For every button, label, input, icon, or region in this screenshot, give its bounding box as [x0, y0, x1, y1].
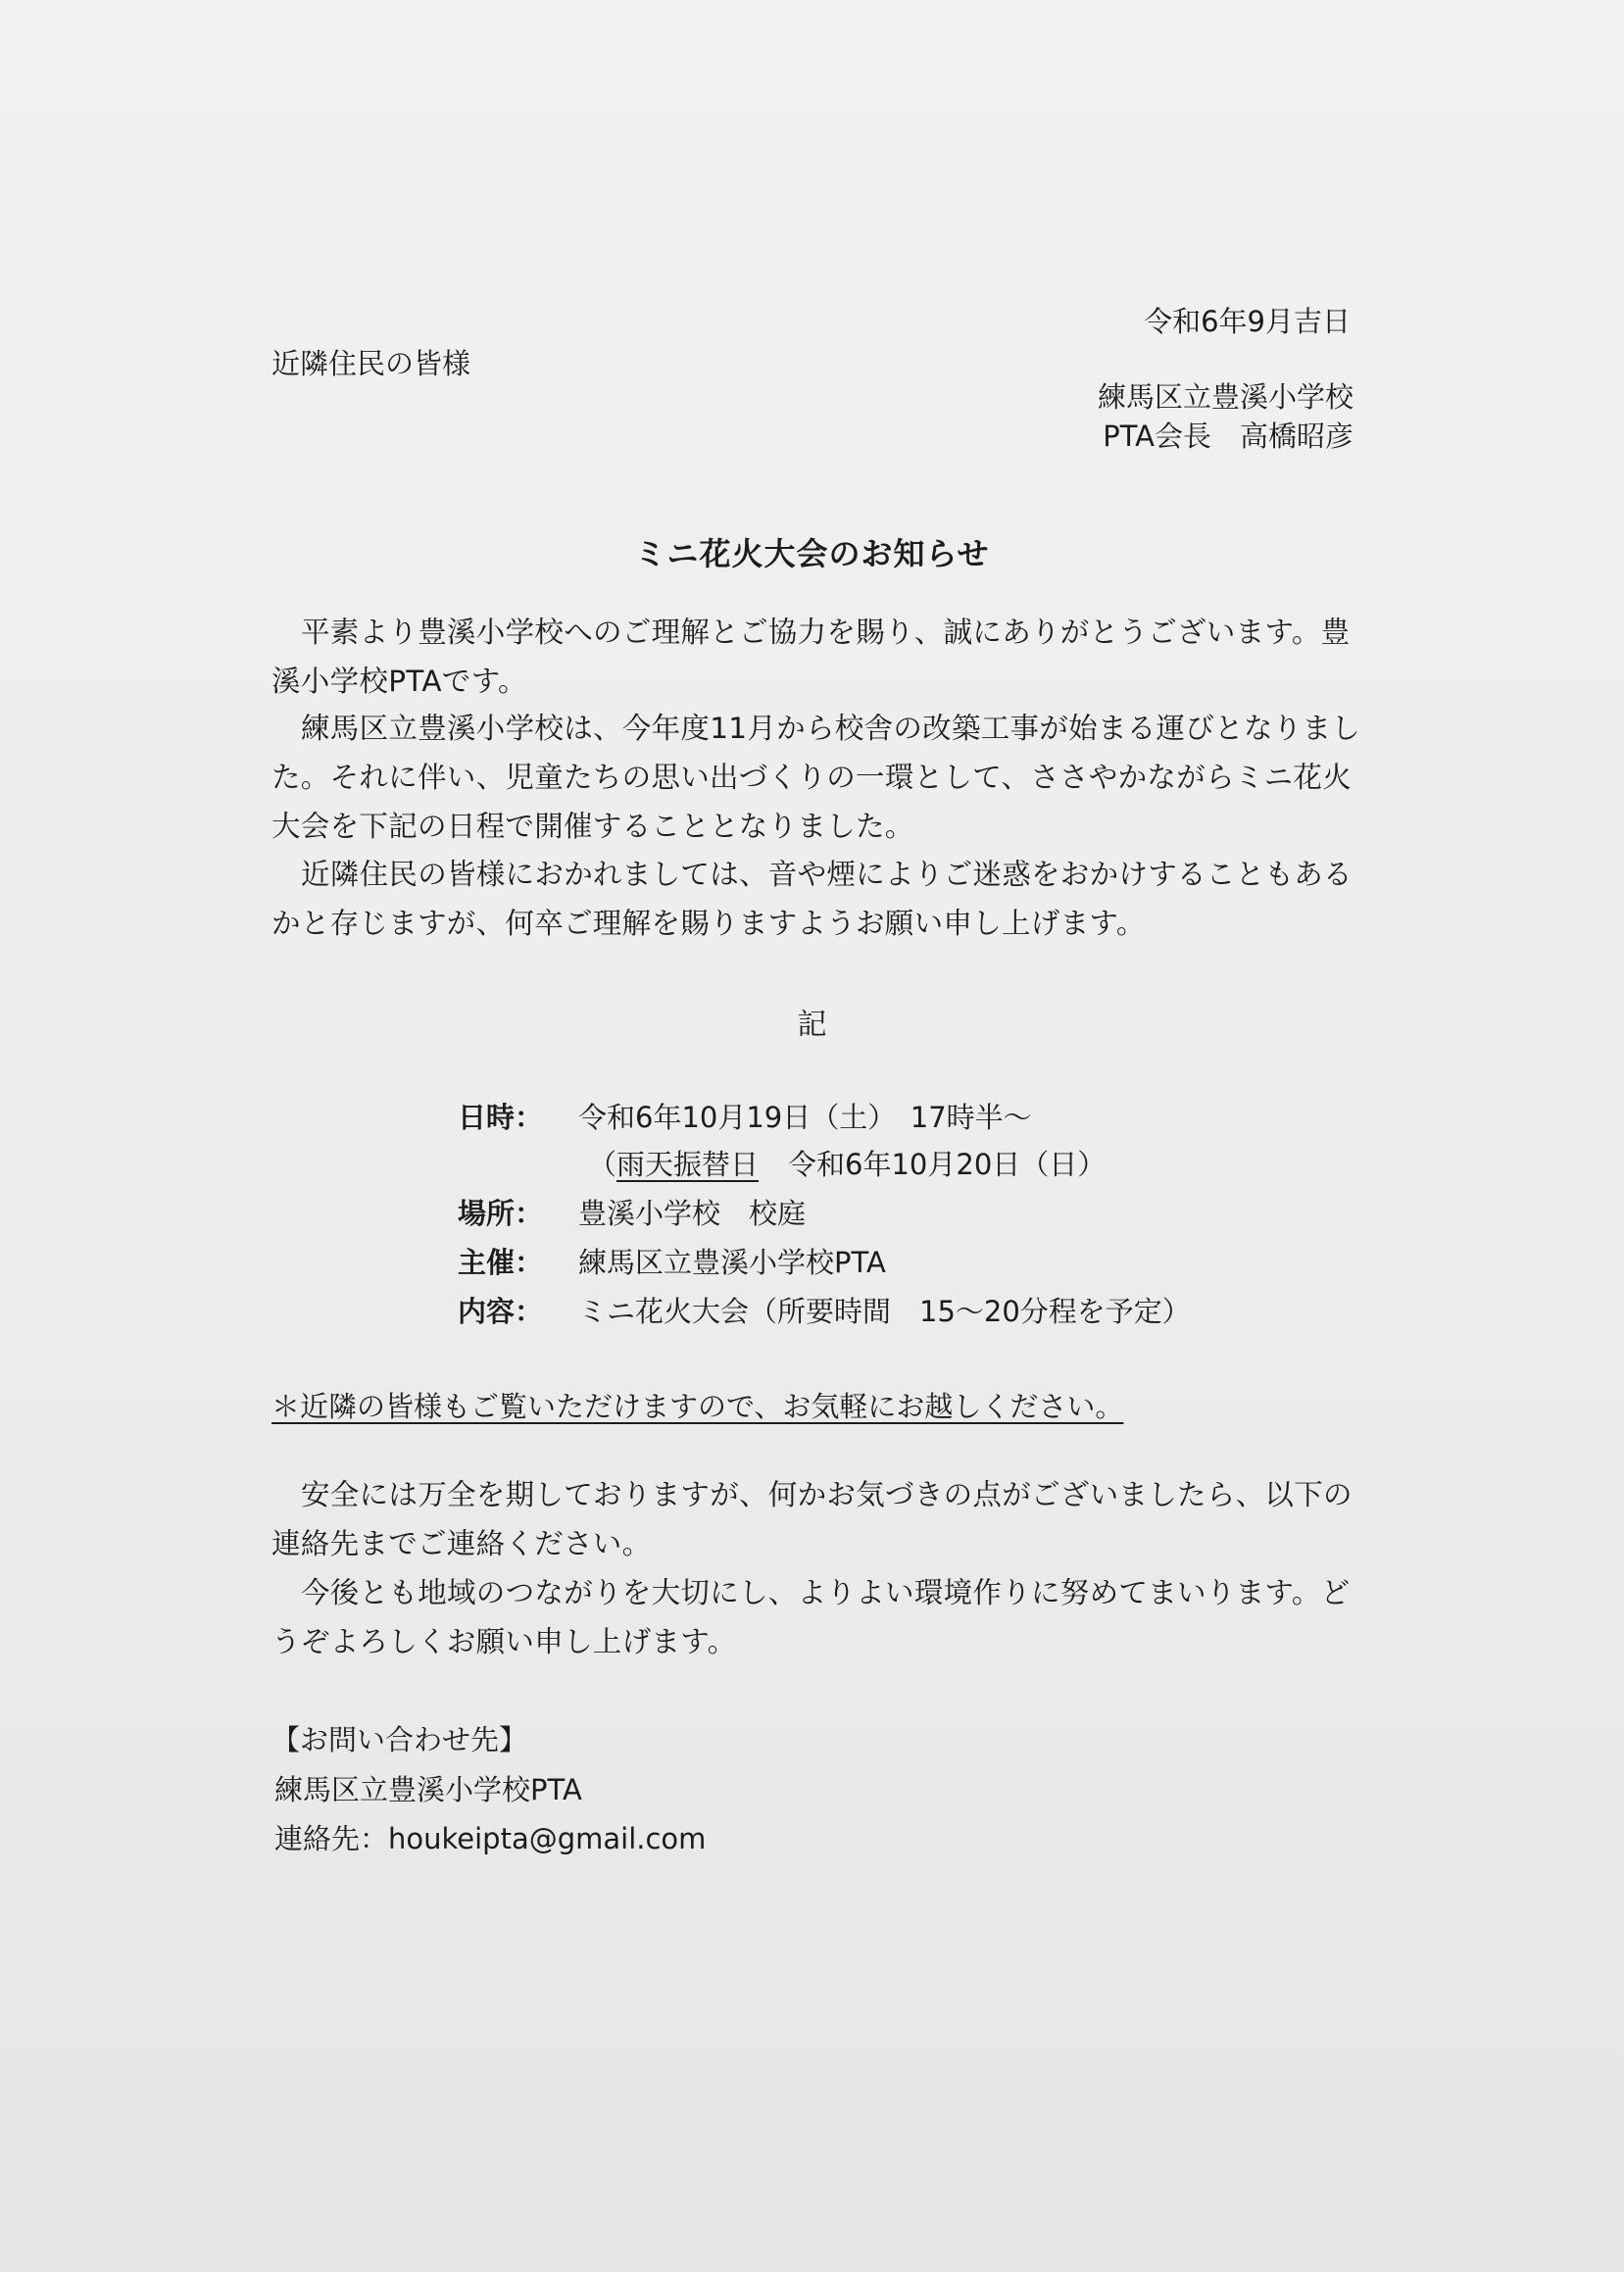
contact-org: 練馬区立豊溪小学校PTA [274, 1773, 582, 1806]
contact-heading: 【お問い合わせ先】 [271, 1723, 528, 1756]
date-value: 令和6年10月19日（土） 17時半～ [578, 1101, 1032, 1134]
host-value: 練馬区立豊溪小学校PTA [578, 1246, 886, 1279]
content-label: 内容： [458, 1295, 544, 1328]
rain-open-paren: （ [588, 1148, 617, 1181]
notice-title: ミニ花火大会のお知らせ [634, 535, 990, 572]
sender-org: 練馬区立豊溪小学校 [1097, 380, 1353, 414]
sender-name: PTA会長 高橋昭彦 [1103, 420, 1353, 453]
content-value: ミニ花火大会（所要時間 15～20分程を予定） [578, 1295, 1191, 1328]
body-paragraph-2: 練馬区立豊溪小学校は、今年度11月から校舎の改築工事が始まる運びとなりました。それに伴い、児童たちの思い出づくりの一環として、ささやかながらミニ花火大会を下記の日程で開催することとなりました。 [271, 712, 1361, 843]
place-label: 場所： [458, 1197, 544, 1230]
ki-heading: 記 [797, 1008, 827, 1042]
date-label: 日時： [458, 1101, 544, 1134]
rain-date-value: 令和6年10月20日（日） [788, 1148, 1107, 1181]
visitor-note: ＊近隣の皆様もご覧いただけますので、お気軽にお越しください。 [271, 1390, 1124, 1423]
place-value: 豊溪小学校 校庭 [578, 1197, 807, 1230]
body-paragraph-3: 近隣住民の皆様におかれましては、音や煙によりご迷惑をおかけすることもあるかと存じますが、何卒ご理解を賜りますようお願い申し上げます。 [271, 858, 1353, 940]
rain-date-row [588, 1141, 1106, 1189]
body-paragraph-1: 平素より豊溪小学校へのご理解とご協力を賜り、誠にありがとうございます。豊溪小学校PTAです。 [271, 616, 1351, 698]
host-label: 主催： [458, 1246, 544, 1279]
closing-paragraph-2: 今後とも地域のつながりを大切にし、よりよい環境作りに努めてまいります。どうぞよろしくお願い申し上げます。 [271, 1576, 1351, 1658]
issue-date: 令和6年9月吉日 [1144, 305, 1351, 338]
contact-email: 連絡先：houkeipta@gmail.com [274, 1822, 707, 1855]
closing-paragraph-1: 安全には万全を期しておりますが、何かお気づきの点がございましたら、以下の連絡先までご連絡ください。 [271, 1478, 1353, 1560]
rain-date-label: 雨天振替日 [616, 1148, 760, 1181]
addressee: 近隣住民の皆様 [271, 347, 471, 380]
